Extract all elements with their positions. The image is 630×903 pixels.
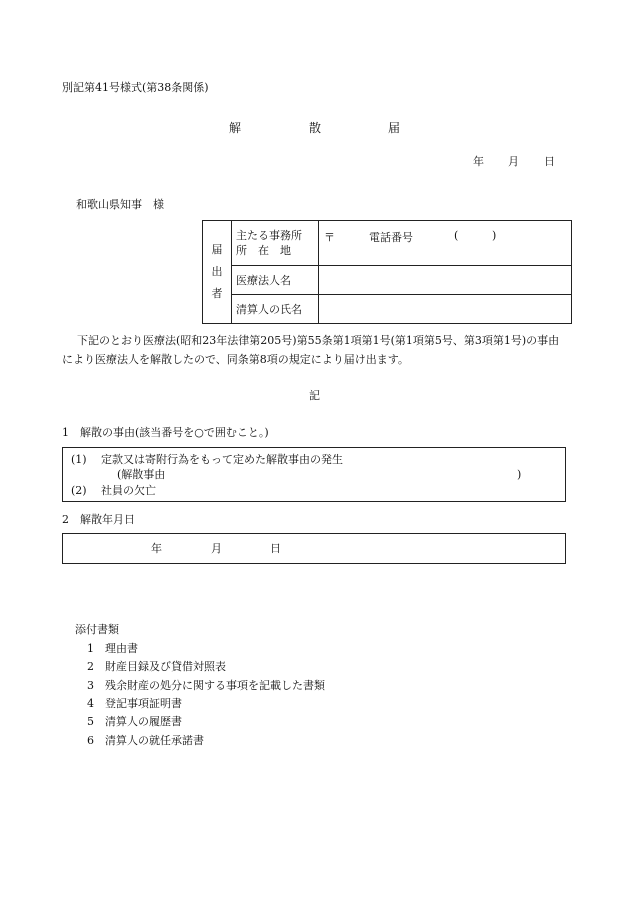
attachment-1-text: 理由書 bbox=[105, 642, 138, 655]
phone-paren-open: ( bbox=[454, 229, 459, 242]
reason-1-sub-close: ) bbox=[517, 468, 522, 481]
attachment-1-number: 1 bbox=[87, 642, 94, 655]
attachment-2-number: 2 bbox=[87, 660, 94, 673]
office-address-field[interactable] bbox=[319, 221, 572, 266]
liquidator-name-label: 清算人の氏名 bbox=[232, 295, 319, 324]
dissolution-year-label: 年 bbox=[151, 542, 162, 555]
attachment-3-text: 残余財産の処分に関する事項を記載した書類 bbox=[105, 679, 325, 692]
office-label-line1: 主たる事務所 bbox=[236, 229, 302, 242]
dissolution-month-label: 月 bbox=[211, 542, 222, 555]
phone-label: 電話番号 bbox=[369, 231, 413, 244]
attachment-6-text: 清算人の就任承諾書 bbox=[105, 734, 204, 747]
office-label-line2: 所 在 地 bbox=[236, 244, 291, 257]
dissolution-reason-box bbox=[62, 447, 566, 502]
vertical-char-2: 出 bbox=[211, 265, 223, 278]
dissolution-day-label: 日 bbox=[270, 542, 281, 555]
attachment-3-number: 3 bbox=[87, 679, 94, 692]
title-char-2: 散 bbox=[309, 121, 322, 135]
attachment-4-number: 4 bbox=[87, 697, 94, 710]
reason-2-number[interactable]: (2) bbox=[71, 484, 87, 497]
attachment-5-text: 清算人の履歴書 bbox=[105, 715, 182, 728]
attachments-heading: 添付書類 bbox=[75, 623, 119, 636]
office-address-label bbox=[232, 221, 319, 266]
section1-heading: 1 解散の事由(該当番号を○で囲むこと。) bbox=[62, 426, 269, 439]
reason-1-number[interactable]: (1) bbox=[71, 453, 87, 466]
title-char-1: 解 bbox=[229, 121, 242, 135]
date-day-label: 日 bbox=[544, 155, 555, 168]
postal-mark: 〒 bbox=[324, 231, 335, 244]
corporation-name-label: 医療法人名 bbox=[232, 266, 319, 295]
applicant-vertical-label bbox=[203, 221, 232, 324]
attachment-6-number: 6 bbox=[87, 734, 94, 747]
vertical-char-3: 者 bbox=[211, 287, 223, 300]
statement-line1: 下記のとおり医療法(昭和23年法律第205号)第55条第1項第1号(第1項第5号、第3項第1号)の事由 bbox=[77, 334, 560, 347]
addressee: 和歌山県知事 様 bbox=[76, 198, 164, 211]
date-year-label: 年 bbox=[473, 155, 484, 168]
section2-heading: 2 解散年月日 bbox=[62, 513, 135, 526]
corporation-name-field[interactable] bbox=[319, 266, 572, 295]
vertical-char-1: 届 bbox=[211, 243, 223, 256]
phone-paren-close: ) bbox=[492, 229, 497, 242]
reason-2-text: 社員の欠亡 bbox=[101, 484, 156, 497]
attachment-4-text: 登記事項証明書 bbox=[105, 697, 182, 710]
title-char-3: 届 bbox=[388, 121, 401, 135]
statement-line2: により医療法人を解散したので、同条第8項の規定により届け出ます。 bbox=[62, 353, 409, 366]
dissolution-date-box[interactable] bbox=[62, 533, 566, 564]
liquidator-name-field[interactable] bbox=[319, 295, 572, 324]
form-number: 別記第41号様式(第38条関係) bbox=[62, 81, 209, 94]
date-month-label: 月 bbox=[508, 155, 519, 168]
reason-1-text: 定款又は寄附行為をもって定めた解散事由の発生 bbox=[101, 453, 343, 466]
ki-label: 記 bbox=[309, 389, 320, 402]
attachment-2-text: 財産目録及び貸借対照表 bbox=[105, 660, 226, 673]
applicant-table bbox=[202, 220, 572, 324]
reason-1-sub-open: (解散事由 bbox=[117, 468, 166, 481]
attachment-5-number: 5 bbox=[87, 715, 94, 728]
